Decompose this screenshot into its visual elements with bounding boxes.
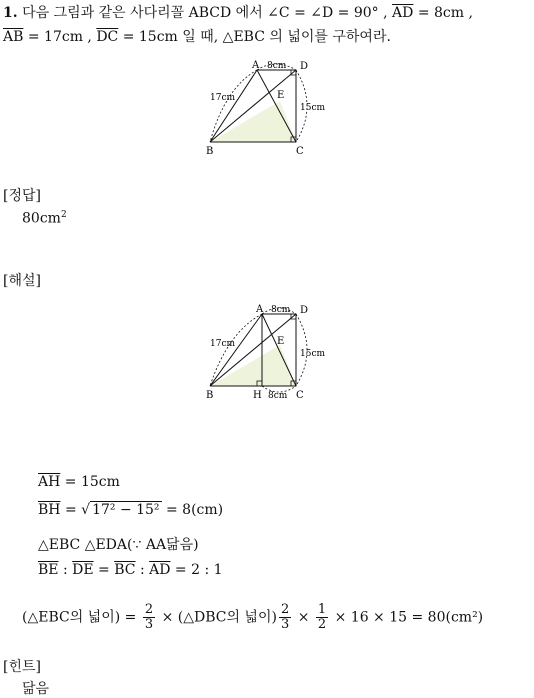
sqrt-radicand: 17² − 15² (92, 502, 160, 518)
fraction-two-thirds-1 (143, 603, 155, 632)
solution-line-5-times: × (297, 609, 310, 626)
label-h: H (253, 390, 262, 401)
segment-ad-2: $\overline{AD}$ (149, 562, 171, 578)
label-top-length: 8cm (267, 61, 287, 71)
solution-line-2-rest: = 8(cm) (166, 502, 224, 518)
frac3-num: 1 (317, 602, 327, 617)
problem-line-2 (3, 26, 391, 46)
label-b: B (206, 146, 214, 157)
problem-line-1 (3, 2, 473, 22)
label-right-length: 15cm (300, 103, 326, 113)
answer-exponent: 2 (60, 210, 67, 220)
segment-bc: $\overline{BC}$ (114, 562, 136, 578)
fraction-one-half (316, 603, 328, 632)
label-e-2: E (277, 336, 285, 347)
triangle-ebc-fill-2 (210, 345, 296, 386)
label-d-2: D (300, 305, 309, 316)
frac3-den: 2 (317, 617, 327, 632)
segment-ab-value: = 17cm , (27, 29, 92, 45)
label-c: C (296, 146, 304, 157)
solution-line-5-mid: × (△DBC의 넓이) (161, 609, 277, 626)
problem-text-1: 다음 그림과 같은 사다리꼴 ABCD 에서 ∠C = ∠D = 90° , (22, 5, 388, 21)
solution-line-1-rest: = 15cm (64, 474, 120, 490)
solution-line-2-eq: = (64, 502, 77, 518)
segment-dc: $\overline{DC}$ (96, 29, 119, 45)
sqrt-sign: √ (81, 502, 91, 518)
label-a-2: A (256, 304, 264, 315)
segment-ad-value: = 8cm , (417, 5, 473, 21)
solution-line-4-rest: = 2 : 1 (174, 562, 223, 578)
problem-number: 1. (3, 5, 18, 21)
label-d: D (300, 61, 309, 72)
segment-ab: $\overline{AB}$ (3, 29, 24, 45)
frac2-num: 2 (280, 602, 290, 617)
label-top-length-2: 8cm (271, 305, 291, 315)
answer-number: 80cm (22, 210, 61, 227)
segment-ah: $\overline{AH}$ (38, 474, 61, 490)
segment-bh: $\overline{BH}$ (38, 502, 61, 518)
label-a: A (252, 60, 260, 71)
frac2-den: 3 (280, 617, 290, 632)
frac1-den: 3 (144, 617, 154, 632)
fraction-two-thirds-2 (279, 603, 291, 632)
label-left-length-2: 17cm (210, 339, 236, 349)
label-c-2: C (296, 390, 304, 401)
label-e: E (277, 90, 285, 101)
trapezoid-figure (200, 56, 340, 160)
label-bottom-length: 8cm (268, 391, 288, 401)
segment-de: $\overline{DE}$ (72, 562, 94, 578)
solution-line-4: $\overline{BE}$ : $\overline{DE} = \overline{BC}$ : $\overline{AD} = 2$ : 1 (38, 562, 223, 578)
solution-line-1 (38, 474, 120, 490)
hint-heading: [힌트] (3, 659, 41, 675)
label-left-length: 17cm (210, 93, 236, 103)
solution-line-5-start: (△EBC의 넓이) = (22, 609, 137, 626)
segment-dc-value: = 15cm 일 때, △EBC 의 넓이를 구하여라. (122, 29, 391, 45)
solution-heading: [해설] (3, 273, 41, 289)
solution-line-5-end: × 16 × 15 = 80(cm²) (334, 609, 484, 626)
answer-value (22, 210, 67, 227)
answer-heading: [정답] (3, 188, 41, 204)
hint-value: 닮음 (22, 681, 50, 697)
solution-line-2 (38, 502, 223, 518)
segment-ad: $\overline{AD}$ (392, 5, 414, 21)
solution-line-3: △EBC △EDA(∵ AA닮음) (38, 537, 199, 553)
frac1-num: 2 (144, 602, 154, 617)
label-b-2: B (206, 390, 214, 401)
label-right-length-2: 15cm (300, 349, 326, 359)
segment-be: $\overline{BE}$ (38, 562, 59, 578)
solution-figure (200, 300, 340, 404)
solution-line-5 (22, 603, 483, 632)
